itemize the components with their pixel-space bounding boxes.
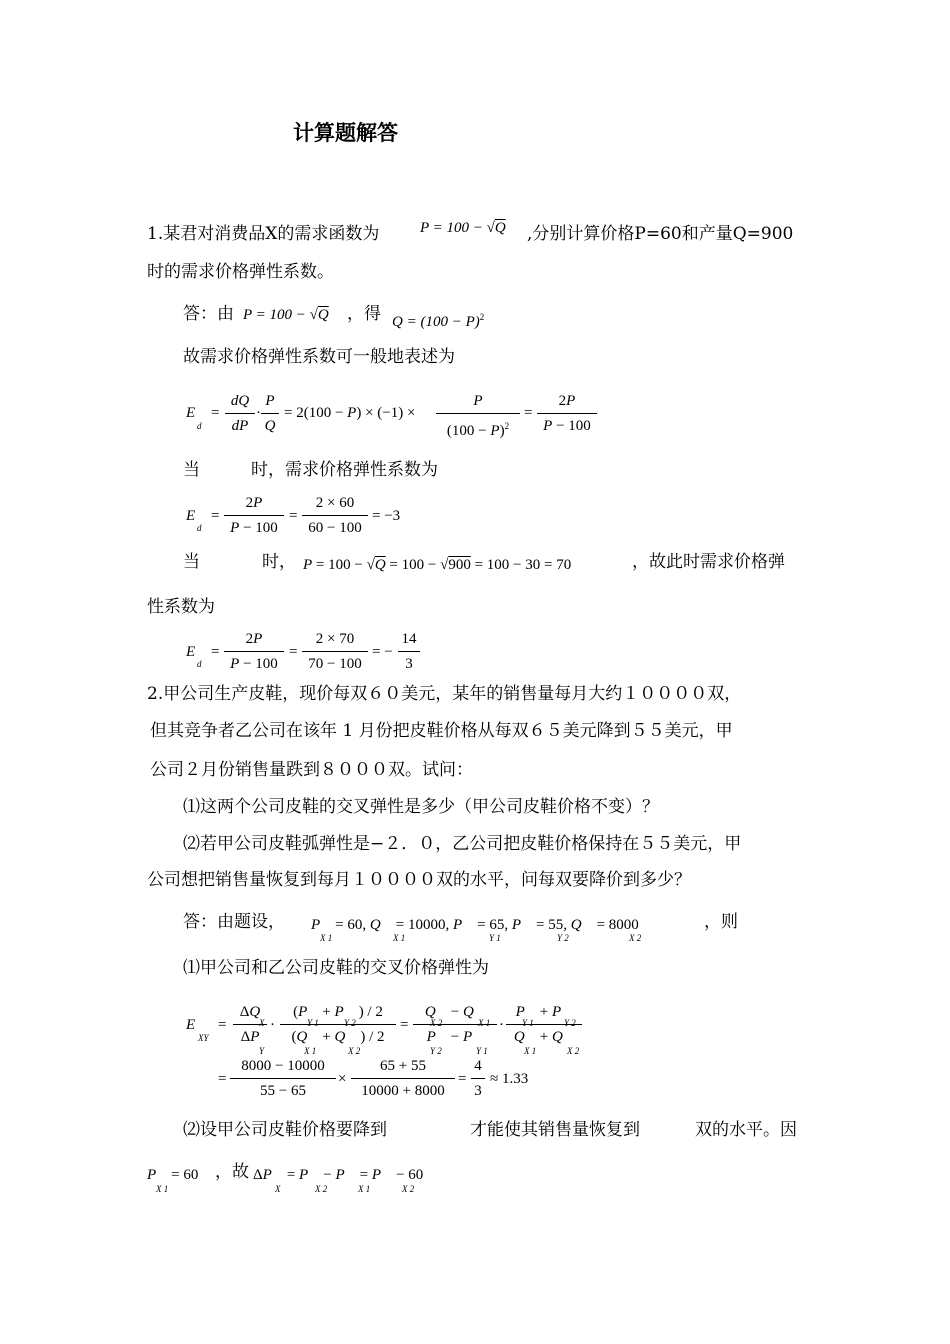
q2-part1: ⑴甲公司和乙公司皮鞋的交叉价格弹性为 <box>183 958 489 978</box>
q1-answer-formula2: $Q = (100 - P)^2$ <box>392 312 485 330</box>
q2-part2-b: 才能使其销售量恢复到 <box>470 1120 640 1140</box>
q2-line3: 公司２月份销售量跌到８０００双。试问： <box>150 760 473 780</box>
q2-part2-c: 双的水平。因 <box>695 1120 797 1140</box>
q1-case2-text: 时， <box>262 552 296 572</box>
q1-case2-formula: P = 100 − √Q = 100 − √900 = 100 − 30 = 70 <box>303 557 572 573</box>
q1-answer-formula1: P = 100 − √Q <box>243 307 329 323</box>
q1-answer-mid: ，得 <box>347 304 381 324</box>
q1-line2-text: 时的需求价格弹性系数。 <box>147 262 334 282</box>
q1-case1-text: 时，需求价格弹性系数为 <box>251 460 438 480</box>
q1-line1-text: 1.某君对消费品X的需求函数为 <box>147 224 380 244</box>
q2-last-mid: ，故 <box>215 1162 249 1182</box>
q1-case2-line2: 性系数为 <box>147 597 215 617</box>
q1-case2-tail: ，故此时需求价格弹 <box>632 552 785 572</box>
q2-part2-a: ⑵设甲公司皮鞋价格要降到 <box>183 1120 387 1140</box>
q1-when-2: 当 <box>183 552 200 572</box>
q1-general-text: 故需求价格弹性系数可一般地表述为 <box>183 347 455 367</box>
q2-sub1: ⑴这两个公司皮鞋的交叉弹性是多少（甲公司皮鞋价格不变）？ <box>183 797 659 817</box>
page-title: 计算题解答 <box>293 121 398 145</box>
q1-when-1: 当 <box>183 460 200 480</box>
q1-line1-tail: ,分别计算价格P=60和产量Q=900 <box>527 224 794 244</box>
q2-answer-tail: ，则 <box>704 912 738 932</box>
q2-sub2a: ⑵若甲公司皮鞋弧弹性是−２．０，乙公司把皮鞋价格保持在５５美元，甲 <box>183 834 742 854</box>
q2-sub2b: 公司想把销售量恢复到每月１００００双的水平，问每双要降价到多少？ <box>147 870 691 890</box>
q2-line2: 但其竞争者乙公司在该年 1 月份把皮鞋价格从每双６５美元降到５５美元，甲 <box>150 721 733 741</box>
q1-answer-prefix: 答：由 <box>183 304 234 324</box>
q1-demand-formula: P = 100 − √Q <box>420 220 506 236</box>
q2-answer-prefix: 答：由题设， <box>183 912 285 932</box>
q2-line1: 2.甲公司生产皮鞋，现价每双６０美元，某年的销售量每月大约１００００双， <box>147 684 742 704</box>
